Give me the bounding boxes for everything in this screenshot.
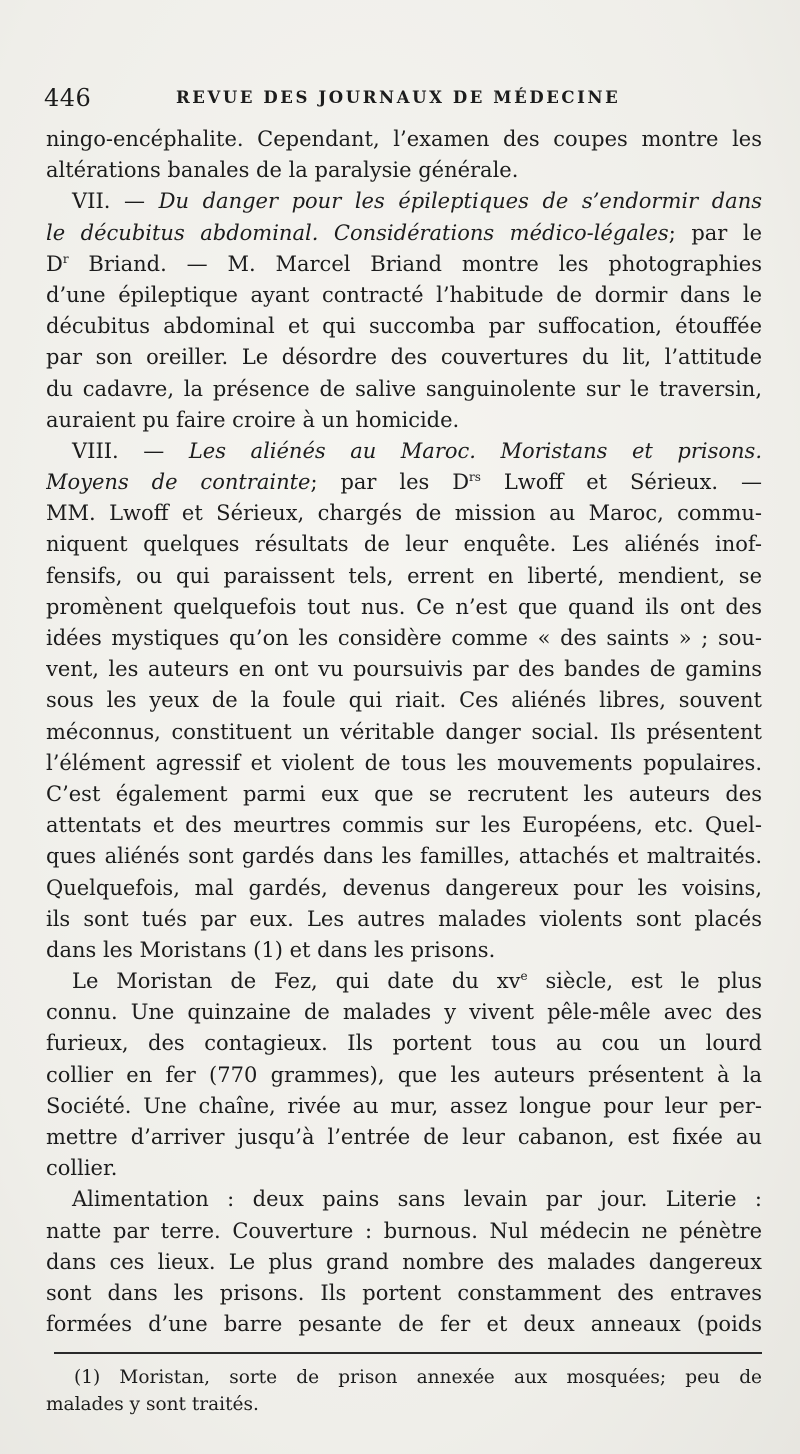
text-line: collier. <box>46 1156 118 1181</box>
text-segment: ; par le <box>668 220 762 245</box>
text-line: fensifs, ou qui paraissent tels, errent en liberté, mendient, se <box>46 563 762 588</box>
text-line: auraient pu faire croire à un homicide. <box>46 407 460 432</box>
text-line <box>46 966 762 997</box>
text-line: méconnus, constituent un véritable danger social. Ils présentent <box>46 719 762 744</box>
superscript: rs <box>469 470 481 485</box>
footnote-rule <box>54 1352 762 1354</box>
text-segment: D <box>46 251 63 276</box>
text-line: natte par terre. Couverture : burnous. Nul médecin ne pénètre <box>46 1218 762 1243</box>
text-line: niquent quelques résultats de leur enquête. Les aliénés inof- <box>46 532 762 557</box>
footnote <box>46 1364 762 1418</box>
text-line: vent, les auteurs en ont vu poursuivis par des bandes de gamins <box>46 657 762 682</box>
running-head: REVUE DES JOURNAUX DE MÉDECINE <box>176 88 621 107</box>
text-line: MM. Lwoff et Sérieux, chargés de mission au Maroc, commu- <box>46 501 762 526</box>
text-segment: Briand. — M. Marcel Briand montre les photographies <box>68 251 762 276</box>
text-line: Société. Une chaîne, rivée au mur, assez longue pour leur per- <box>46 1093 762 1118</box>
text-line: ningo-encéphalite. Cependant, l’examen des coupes montre les <box>46 127 762 151</box>
text-line <box>46 186 762 217</box>
text-segment: ; par les D <box>310 470 470 495</box>
text-line: connu. Une quinzaine de malades y vivent pêle-mêle avec des <box>46 1000 762 1025</box>
text-line: furieux, des contagieux. Ils portent tous au cou un lourd <box>46 1031 762 1056</box>
footnote-line: malades y sont traités. <box>46 1394 259 1415</box>
italic-text: Les aliénés au Maroc. Moristans et prisons. <box>188 438 762 463</box>
text-segment: Lwoff et Sérieux. — <box>480 470 762 495</box>
text-line: d’une épileptique ayant contracté l’habitude de dormir dans le <box>46 282 762 307</box>
text-line: formées d’une barre pesante de fer et deux anneaux (poids <box>46 1312 762 1337</box>
text-line: Alimentation : deux pains sans levain par jour. Literie : <box>72 1187 762 1212</box>
text-segment: VII. — <box>72 189 159 214</box>
superscript: e <box>520 969 528 984</box>
superscript: r <box>62 251 69 266</box>
text-line <box>46 218 762 249</box>
text-line: Quelquefois, mal gardés, devenus dangereux pour les voisins, <box>46 875 762 900</box>
text-line: collier en fer (770 grammes), que les auteurs présentent à la <box>46 1062 762 1087</box>
italic-text: Du danger pour les épileptiques de s’endormir dans <box>158 189 762 214</box>
text-line: mettre d’arriver jusqu’à l’entrée de leur cabanon, est fixée au <box>46 1125 762 1149</box>
text-line: idées mystiques qu’on les considère comme « des saints » ; sou- <box>46 626 762 650</box>
text-line: C’est également parmi eux que se recrutent les auteurs des <box>46 781 762 806</box>
italic-text: Moyens de contrainte <box>46 470 311 495</box>
text-line: sous les yeux de la foule qui riait. Ces aliénés libres, souvent <box>46 688 762 713</box>
text-segment: VIII. — <box>72 438 189 463</box>
text-line: ques aliénés sont gardés dans les familles, attachés et maltraités. <box>46 844 762 869</box>
text-line: altérations banales de la paralysie générale. <box>46 158 519 183</box>
text-line: ils sont tués par eux. Les autres malades violents sont placés <box>46 906 762 931</box>
text-line: décubitus abdominal et qui succomba par suffocation, étouffée <box>46 314 762 339</box>
text-line <box>46 436 762 467</box>
text-line: dans les Moristans (1) et dans les prisons. <box>46 937 496 962</box>
text-line: du cadavre, la présence de salive sanguinolente sur le traversin, <box>46 376 762 401</box>
body-text <box>46 124 762 1340</box>
text-line: attentats et des meurtres commis sur les Européens, etc. Quel- <box>46 813 762 838</box>
footnote-line: (1) Moristan, sorte de prison annexée aux mosquées; peu de <box>74 1367 762 1388</box>
text-line <box>46 467 762 498</box>
text-line: dans ces lieux. Le plus grand nombre des malades dangereux <box>46 1249 762 1274</box>
text-segment: Le Moristan de Fez, qui date du xv <box>72 969 521 994</box>
italic-text: le décubitus abdominal. Considérations médico-légales <box>46 220 669 245</box>
text-line: l’élément agressif et violent de tous les mouvements populaires. <box>46 750 762 775</box>
text-line: par son oreiller. Le désordre des couvertures du lit, l’attitude <box>46 345 762 370</box>
text-line: sont dans les prisons. Ils portent constamment des entraves <box>46 1280 762 1305</box>
text-segment: siècle, est le plus <box>527 969 762 994</box>
page-number: 446 <box>44 84 92 112</box>
text-line <box>46 249 762 280</box>
page-header <box>44 84 764 114</box>
text-line: promènent quelquefois tout nus. Ce n’est que quand ils ont des <box>46 594 762 619</box>
